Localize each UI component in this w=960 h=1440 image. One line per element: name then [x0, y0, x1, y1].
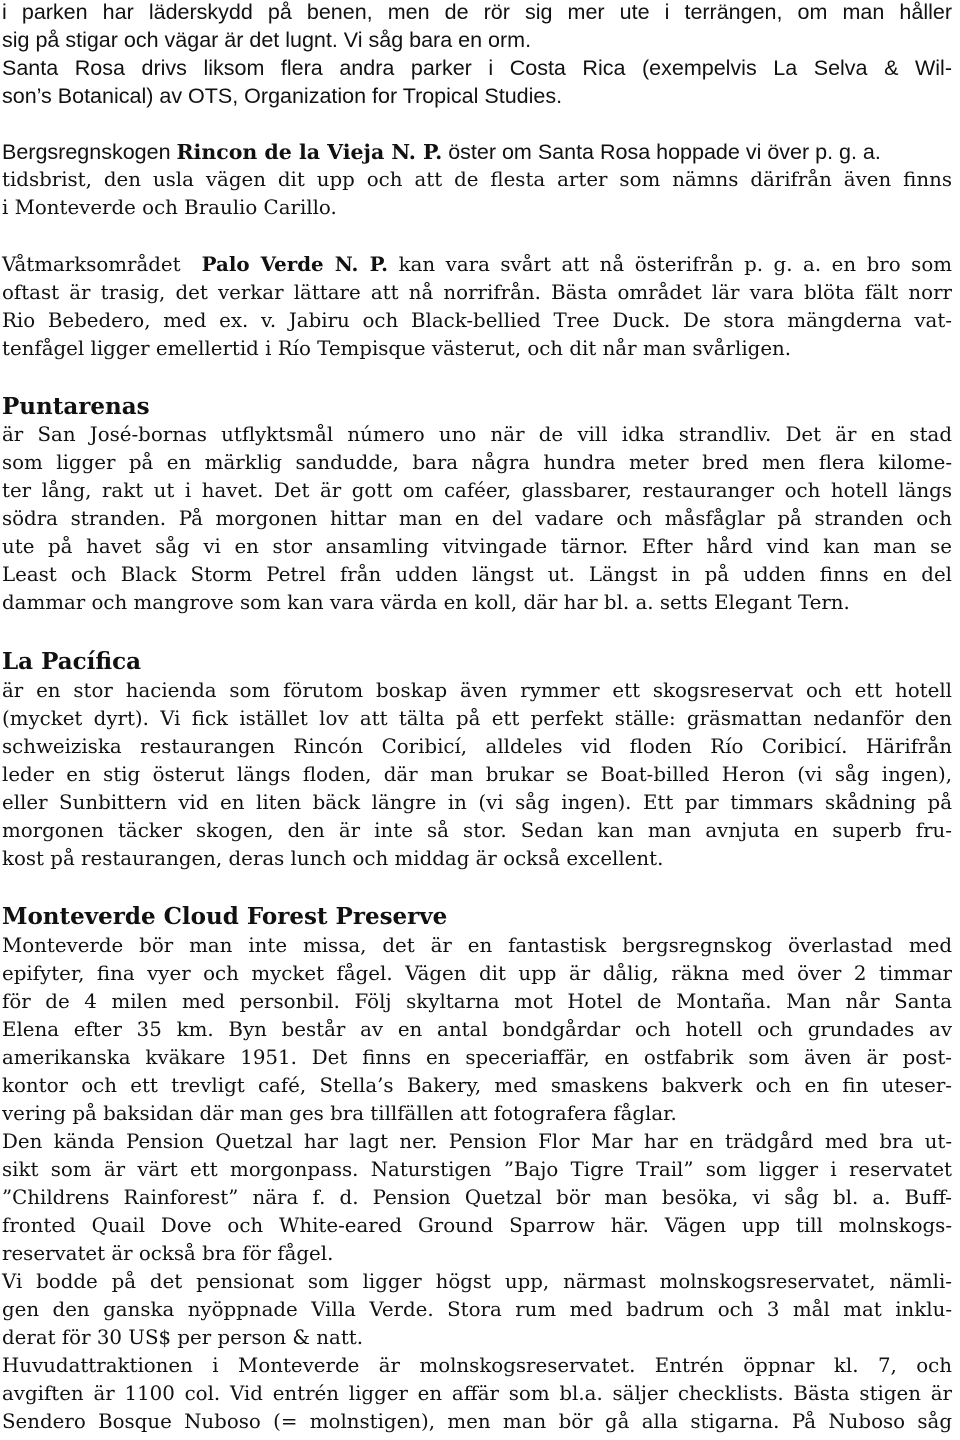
rincon-prefix: Bergsregnskogen — [2, 140, 177, 164]
rincon-rest: öster om Santa Rosa hoppade vi över p. g. a. — [442, 140, 881, 164]
monteverde-line: amerikanska kväkare 1951. Det finns en speceriaffär, en ostfabrik som även är post- — [2, 1046, 952, 1069]
pacifica-line: kost på restaurangen, deras lunch och middag är också excellent. — [2, 847, 664, 870]
heading-la-pacifica: La Pacífica — [2, 648, 142, 675]
puntarenas-line: är San José-bornas utflyktsmål número uno när de vill idka strandliv. Det är en stad — [2, 423, 952, 446]
heading-monteverde: Monteverde Cloud Forest Preserve — [2, 903, 448, 930]
monteverde-line: reservatet är också bra för fågel. — [2, 1242, 334, 1265]
intro-line: sig på stigar och vägar är det lugnt. Vi såg bara en orm. — [2, 28, 532, 52]
monteverde-line: vering på baksidan där man ges bra tillfällen att fotografera fåglar. — [2, 1102, 677, 1125]
monteverde-paragraph — [2, 932, 952, 1436]
monteverde-line: Den kända Pension Quetzal har lagt ner. Pension Flor Mar har en trädgård med bra ut- — [2, 1130, 952, 1153]
palo-line — [2, 250, 952, 279]
intro-line: son’s Botanical) av OTS, Organization for Tropical Studies. — [2, 84, 563, 108]
puntarenas-line: ute på havet såg vi en stor ansamling vitvingade tärnor. Efter hård vind kan man se — [2, 535, 952, 558]
monteverde-line: kontor och ett trevligt café, Stella’s Bakery, med smaskens bakverk och en fin uteser- — [2, 1074, 952, 1097]
pacifica-line: eller Sunbittern vid en liten bäck längre in (vi såg ingen). Ett par timmars skådning på — [2, 791, 952, 814]
monteverde-line: epifyter, fina vyer och mycket fågel. Vägen dit upp är dålig, räkna med över 2 timmar — [2, 962, 952, 985]
rincon-park-name: Rincon de la Vieja N. P. — [176, 140, 443, 164]
rincon-paragraph — [2, 138, 952, 166]
rincon-line: tidsbrist, den usla vägen dit upp och att de flesta arter som nämns därifrån även finns — [2, 168, 952, 191]
palo-park-name: Palo Verde N. P. — [201, 252, 389, 276]
pacifica-line: schweiziska restaurangen Rincón Coribicí, alldeles vid floden Río Coribicí. Härifrån — [2, 735, 952, 758]
palo-line: Rio Bebedero, med ex. v. Jabiru och Black-bellied Tree Duck. De stora mängderna vat- — [2, 309, 952, 332]
monteverde-line: ”Childrens Rainforest” nära f. d. Pension Quetzal bör man besöka, vi såg bl. a. Buff- — [2, 1186, 952, 1209]
puntarenas-line: som ligger på en märklig sandudde, bara några hundra meter bred men flera kilome- — [2, 451, 952, 474]
monteverde-line: avgiften är 1100 col. Vid entrén ligger en affär som bl.a. säljer checklists. Bästa stigen är — [2, 1382, 952, 1405]
puntarenas-line: ter lång, rakt ut i havet. Det är gott om caféer, glassbarer, restauranger och hotell längs — [2, 479, 952, 502]
monteverde-line: derat för 30 US$ per person & natt. — [2, 1326, 364, 1349]
palo-prefix: Våtmarksområdet — [2, 253, 202, 276]
puntarenas-paragraph — [2, 421, 952, 617]
heading-puntarenas: Puntarenas — [2, 393, 150, 420]
monteverde-line: sikt som är värt ett morgonpass. Naturstigen ”Bajo Tigre Trail” som ligger i reservatet — [2, 1158, 952, 1181]
pacifica-line: är en stor hacienda som förutom boskap även rymmer ett skogsreservat och ett hotell — [2, 679, 952, 702]
pacifica-line: (mycket dyrt). Vi fick istället lov att tälta på ett perfekt ställe: gräsmattan nedanför den — [2, 707, 952, 730]
monteverde-line: Sendero Bosque Nuboso (= molnstigen), men man bör gå alla stigarna. På Nuboso såg — [2, 1410, 952, 1433]
monteverde-line: fronted Quail Dove och White-eared Ground Sparrow här. Vägen upp till molnskogs- — [2, 1214, 952, 1237]
monteverde-line: Elena efter 35 km. Byn består av en antal bondgårdar och hotell och grundades av — [2, 1018, 952, 1041]
monteverde-line: Vi bodde på det pensionat som ligger högst upp, närmast molnskogsreservatet, nämli- — [2, 1270, 952, 1293]
intro-line: i parken har läderskydd på benen, men de rör sig mer ute i terrängen, om man håller — [2, 0, 952, 24]
monteverde-line: Monteverde bör man inte missa, det är en fantastisk bergsregnskog överlastad med — [2, 934, 952, 957]
pacifica-line: leder en stig österut längs floden, där man brukar se Boat-billed Heron (vi såg ingen), — [2, 763, 952, 786]
palo-rest: kan vara svårt att nå österifrån p. g. a. en bro som — [388, 253, 952, 276]
puntarenas-line: södra stranden. På morgonen hittar man en del vadare och måsfåglar på stranden och — [2, 507, 952, 530]
rincon-line — [2, 138, 952, 166]
intro-line: Santa Rosa drivs liksom flera andra parker i Costa Rica (exempelvis La Selva & Wil- — [2, 56, 952, 80]
monteverde-line: gen den ganska nyöppnade Villa Verde. Stora rum med badrum och 3 mål mat inklu- — [2, 1298, 952, 1321]
intro-paragraph — [2, 0, 952, 110]
palo-line: oftast är trasig, det verkar lättare att nå norrifrån. Bästa området lär vara blöta fält norr — [2, 281, 952, 304]
monteverde-line: för de 4 milen med personbil. Följ skyltarna mot Hotel de Montaña. Man når Santa — [2, 990, 952, 1013]
puntarenas-line: Least och Black Storm Petrel från udden längst ut. Längst in på udden finns en del — [2, 563, 952, 586]
pacifica-line: morgonen täcker skogen, den är inte så stor. Sedan kan man avnjuta en superb fru- — [2, 819, 952, 842]
puntarenas-line: dammar och mangrove som kan vara värda en koll, där har bl. a. setts Elegant Tern. — [2, 591, 850, 614]
rincon-line: i Monteverde och Braulio Carillo. — [2, 196, 337, 219]
monteverde-line: Huvudattraktionen i Monteverde är molnskogsreservatet. Entrén öppnar kl. 7, och — [2, 1354, 952, 1377]
palo-paragraph — [2, 250, 952, 363]
rincon-paragraph-cont — [2, 166, 952, 222]
pacifica-paragraph — [2, 677, 952, 873]
palo-line: tenfågel ligger emellertid i Río Tempisque västerut, och dit når man svårligen. — [2, 337, 792, 360]
